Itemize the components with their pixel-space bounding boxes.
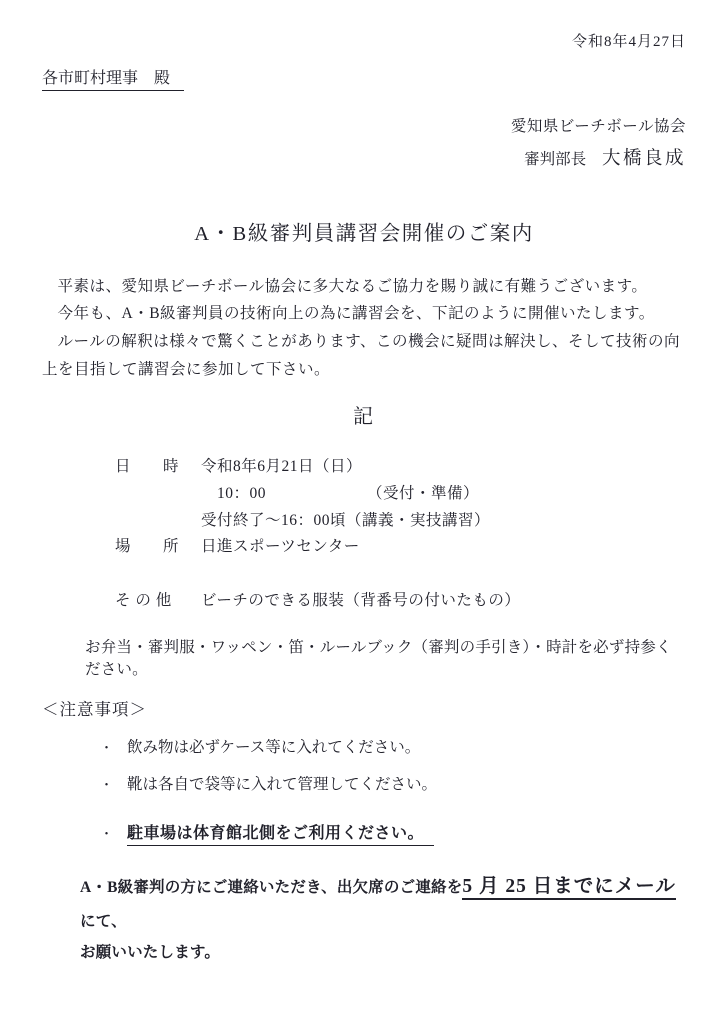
empty-label: [115, 481, 201, 508]
detail-row-other: [42, 588, 686, 615]
note-text: 飲み物は必ずケース等に入れてください。: [127, 739, 421, 757]
intro-paragraph-2: 今年も、A・B級審判員の技術向上の為に講習会を、下記のように開催いたします。: [57, 305, 655, 323]
time-start-value: [201, 481, 479, 508]
recipient-line: [42, 65, 686, 91]
detail-row-datetime: [42, 454, 686, 481]
detail-row-time-start: [42, 481, 686, 508]
other-value: ビーチのできる服装（背番号の付いたもの）: [201, 591, 521, 609]
notes-heading: ＜注意事項＞: [42, 700, 147, 720]
place-label: 場 所: [115, 538, 180, 556]
sender-organization: 愛知県ビーチボール協会: [510, 118, 686, 135]
note-item-parking: [100, 820, 686, 846]
note-item-drinks: [100, 735, 686, 757]
intro-paragraph-3: ルールの解釈は様々で驚くことがあります、この機会に疑問は解決し、そして技術の向上を目指して講習会に参加して下さい。: [42, 333, 680, 378]
place-value: 日進スポーツセンター: [201, 538, 360, 556]
detail-row-time-end: [42, 508, 686, 535]
closing-tail: にて、: [80, 913, 127, 931]
note-text-emphasized: 駐車場は体育館北側をご利用ください。: [127, 820, 434, 846]
note-item-shoes: [100, 772, 686, 794]
time-start-note: （受付・準備）: [367, 484, 480, 502]
closing-lead: A・B級審判の方にご連絡いただき、出欠席のご連絡を: [80, 879, 463, 897]
bring-note: お弁当・審判服・ワッペン・笛・ルールブック（審判の手引き）・時計を必ず持参ください。: [85, 639, 672, 679]
intro-section: [42, 273, 686, 383]
ki-heading: 記: [353, 406, 375, 429]
closing-deadline-emphasis: 5 月 25 日までにメール: [462, 876, 676, 900]
sender-name: 大橋良成: [601, 148, 686, 169]
issue-date: 令和8年4月27日: [571, 34, 686, 50]
empty-label: [115, 508, 201, 535]
recipient: 各市町村理事 殿: [42, 65, 184, 91]
other-label: そ の 他: [115, 591, 172, 609]
datetime-label: 日 時: [115, 458, 180, 476]
datetime-value: 令和8年6月21日（日）: [201, 458, 363, 476]
detail-row-place: [42, 534, 686, 561]
time-end-value: 受付終了～16：00頃（講義・実技講習）: [201, 511, 491, 529]
sender-block: [42, 113, 686, 176]
closing-line2: お願いいたします。: [80, 944, 221, 962]
bullet-icon: ・: [100, 826, 114, 842]
event-details: [42, 454, 686, 614]
sender-title: 審判部長: [524, 150, 587, 168]
intro-paragraph-1: 平素は、愛知県ビーチボール協会に多大なるご協力を賜り誠に有難うございます。: [57, 277, 648, 295]
note-text: 靴は各自で袋等に入れて管理してください。: [127, 776, 438, 794]
closing-paragraph: [80, 867, 686, 968]
sender-line: [42, 142, 686, 176]
bullet-icon: ・: [100, 740, 114, 756]
document-title: A・B級審判員講習会開催のご案内: [194, 222, 534, 245]
time-start: 10：00: [217, 484, 267, 502]
bullet-icon: ・: [100, 777, 114, 793]
